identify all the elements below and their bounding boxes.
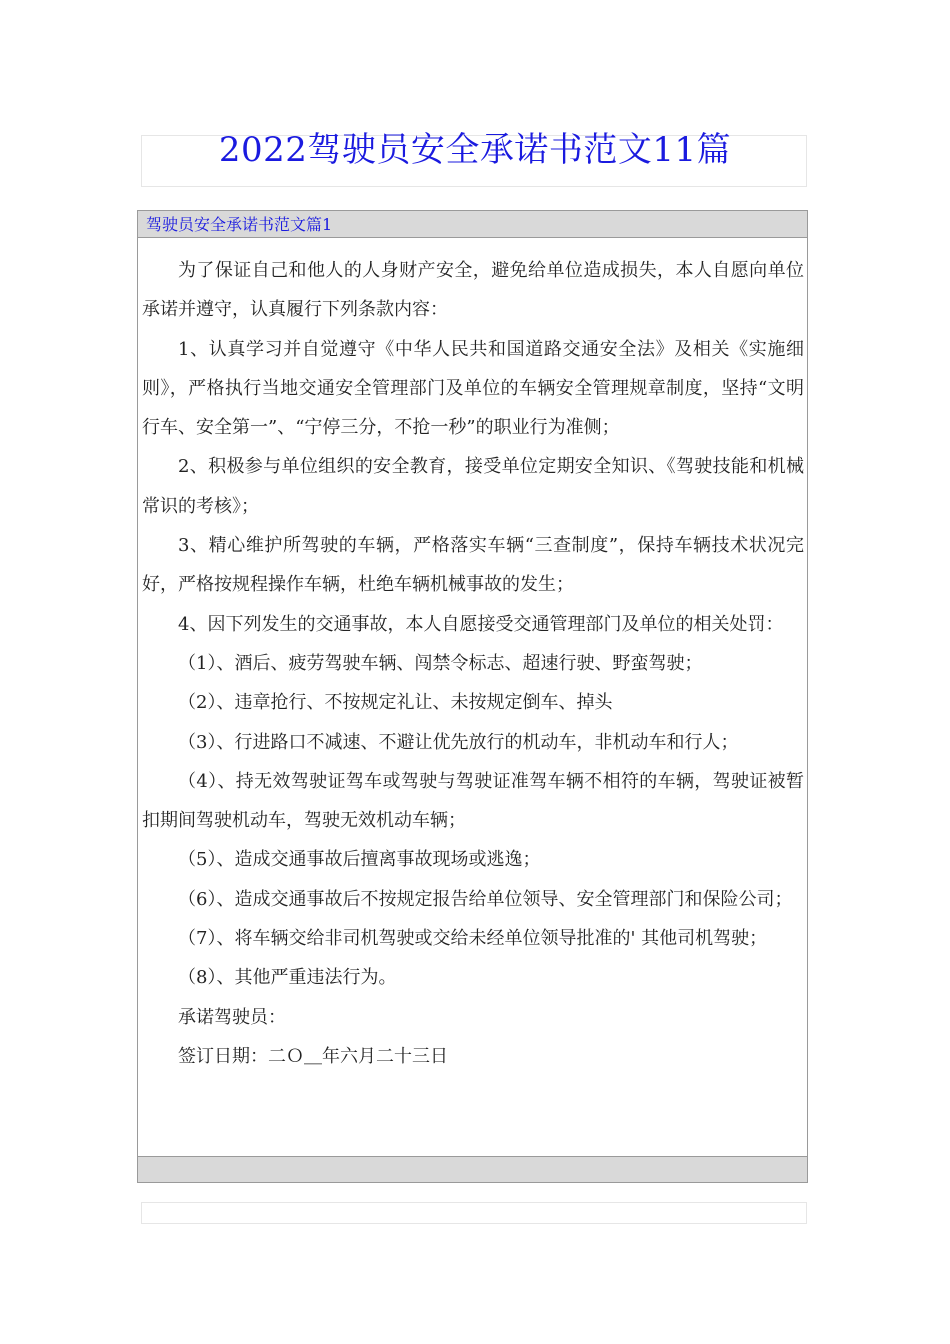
sub-clause-6: （6）、造成交通事故后不按规定报告给单位领导、安全管理部门和保险公司； bbox=[178, 888, 793, 910]
sub-clause-5: （5）、造成交通事故后擅离事故现场或逃逸； bbox=[178, 849, 541, 871]
clause-1: 1、认真学习并自觉遵守《中华人民共和国道路交通安全法》及相关《实施细则》，严格执行当地交通安全管理部门及单位的车辆安全管理规章制度，坚持“文明行车、安全第一”、“宁停三分，不抢一秒”的职业行为准侧； bbox=[142, 338, 804, 439]
sub-clause-2: （2）、违章抢行、不按规定礼让、未按规定倒车、掉头 bbox=[178, 692, 613, 714]
sign-date-line: 签订日期：二Ｏ＿年六月二十三日 bbox=[178, 1045, 448, 1067]
clause-3: 3、精心维护所驾驶的车辆，严格落实车辆“三查制度”，保持车辆技术状况完好，严格按规程操作车辆，杜绝车辆机械事故的发生； bbox=[142, 535, 804, 596]
intro-paragraph: 为了保证自己和他人的人身财产安全，避免给单位造成损失，本人自愿向单位承诺并遵守，认真履行下列条款内容： bbox=[142, 260, 804, 321]
document-body bbox=[142, 251, 804, 1076]
sub-clause-1: （1）、酒后、疲劳驾驶车辆、闯禁令标志、超速行驶、野蛮驾驶； bbox=[178, 652, 703, 674]
sub-clause-3: （3）、行进路口不减速、不避让优先放行的机动车，非机动车和行人； bbox=[178, 731, 739, 753]
content-frame bbox=[137, 210, 808, 1183]
section-footer bbox=[138, 1156, 807, 1182]
sub-clause-4: （4）、持无效驾驶证驾车或驾驶与驾驶证准驾车辆不相符的车辆，驾驶证被暂扣期间驾驶机动车，驾驶无效机动车辆； bbox=[142, 770, 804, 832]
clause-4: 4、因下列发生的交通事故，本人自愿接受交通管理部门及单位的相关处罚： bbox=[178, 613, 784, 635]
bottom-frame bbox=[141, 1202, 807, 1224]
document-title: 2022驾驶员安全承诺书范文11篇 bbox=[218, 130, 732, 170]
signer-line: 承诺驾驶员： bbox=[178, 1006, 286, 1028]
sub-clause-8: （8）、其他严重违法行为。 bbox=[178, 967, 397, 989]
clause-2: 2、积极参与单位组织的安全教育，接受单位定期安全知识、《驾驶技能和机械常识的考核》； bbox=[142, 456, 804, 517]
section-header: 驾驶员安全承诺书范文篇1 bbox=[138, 211, 807, 238]
sub-clause-7: （7）、将车辆交给非司机驾驶或交给未经单位领导批准的' 其他司机驾驶； bbox=[178, 928, 768, 950]
